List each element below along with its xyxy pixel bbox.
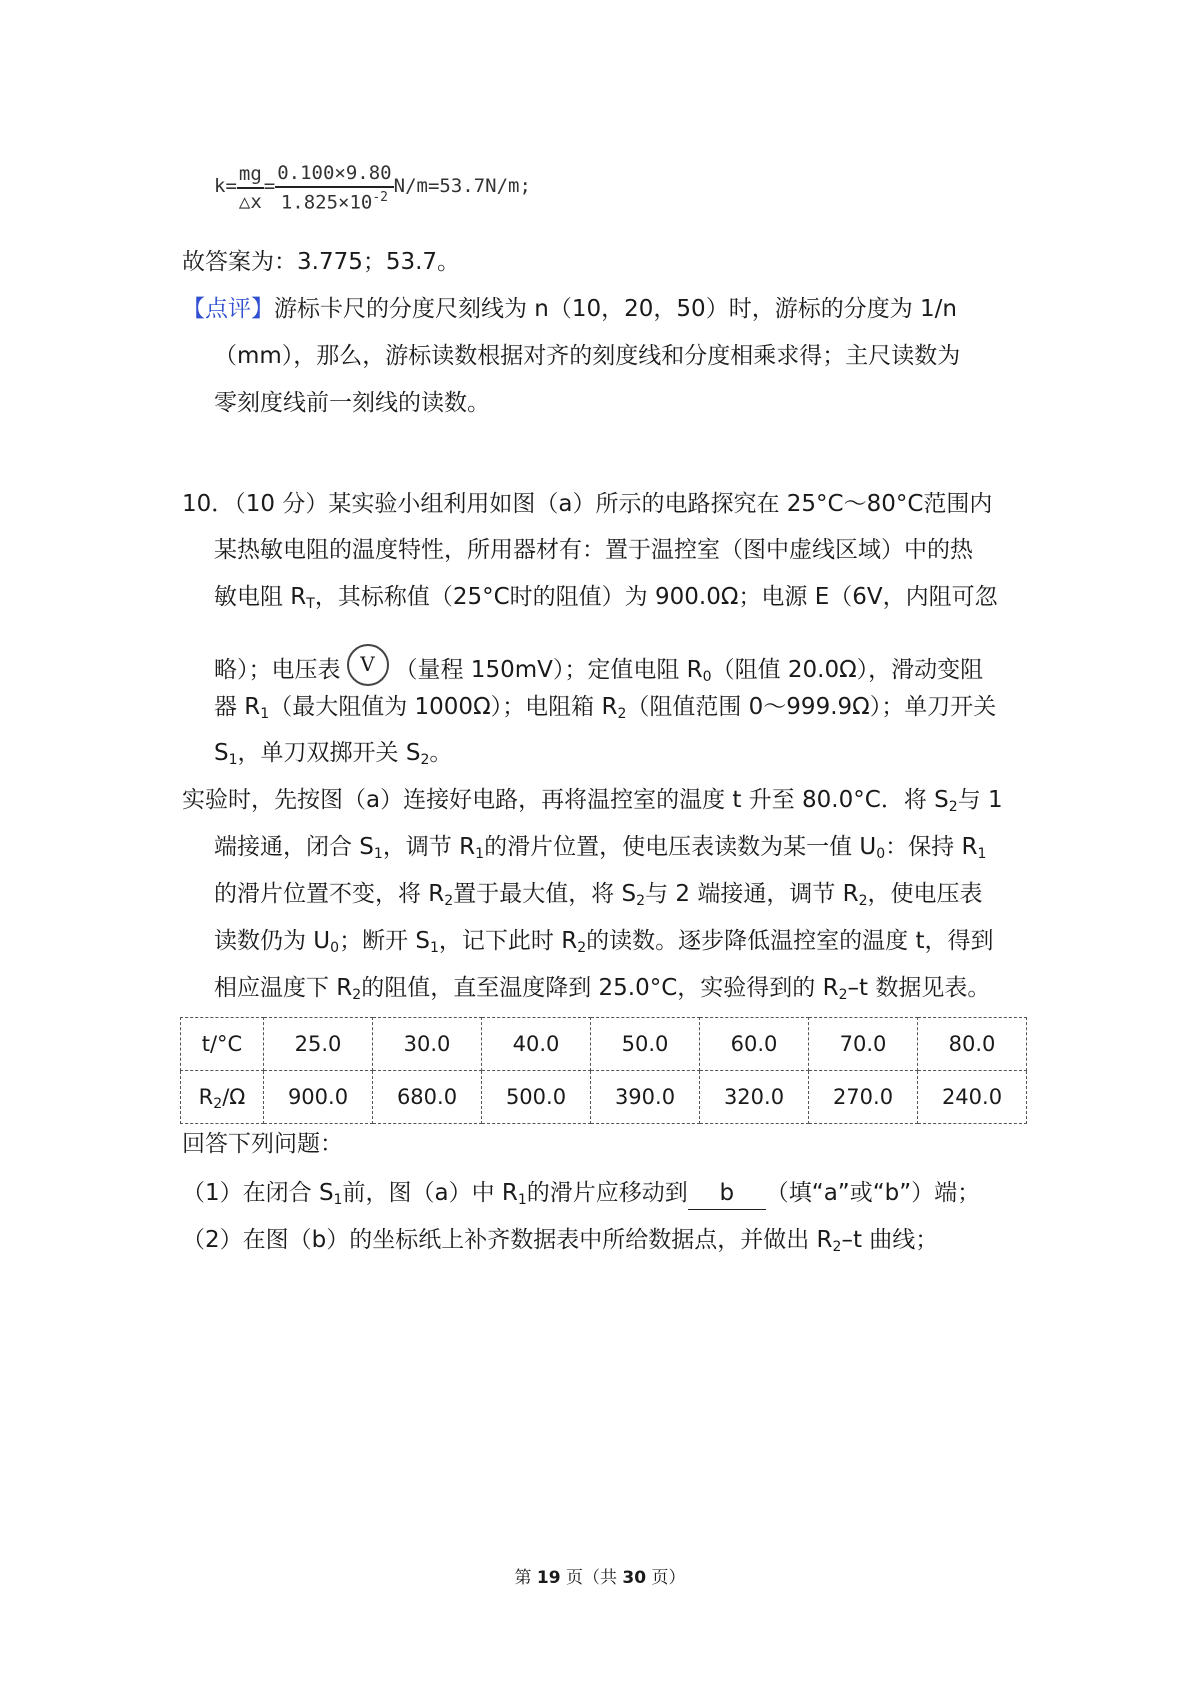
table-row [181,1071,1027,1124]
answer-blank: b [688,1177,766,1210]
page-footer: 第 19 页（共 30 页） [514,1568,686,1588]
comment-line-2: （mm），那么，游标读数根据对齐的刻度线和分度相乘求得；主尺读数为 [214,343,961,369]
answer-q2: （2）在图（b）的坐标纸上补齐数据表中所给数据点，并做出 $R_2-t$ 曲线； [182,1227,939,1255]
answer-q1: （1）在闭合 $S_1$前，图（a）中 $R_1$的滑片应移动到 b （填“a”或“b”）端； [182,1177,980,1210]
table-cell: 270.0 [809,1071,918,1124]
question-line-1: 10．（10 分）某实验小组利用如图（a）所示的电路探究在 25°C～80°C范围内 [182,491,993,517]
table-header-cell: $R_2/\Omega$ [181,1071,264,1124]
question-line-3: 敏电阻 $R_T$，其标称值（25°C时的阻值）为 900.0Ω；电源 E（6V，内阻可忽 [214,584,998,612]
procedure-line-3: 的滑片位置不变，将 $R_2$置于最大值，将 $S_2$与 2 端接通，调节 $R_2$，使电压表 [214,881,983,909]
answer-line: 故答案为：3.775；53.7。 [182,249,461,275]
fraction-values: $\frac{0.100\times 9.80}{1.825\times 10^{-2}}$ [277,162,392,214]
answers-intro: 回答下列问题： [182,1131,343,1157]
table-cell: 390.0 [591,1071,700,1124]
question-line-6: $S_1$，单刀双掷开关 $S_2$。 [214,740,453,768]
comment-line-3: 零刻度线前一刻线的读数。 [214,390,490,416]
table-cell: 240.0 [918,1071,1027,1124]
fraction-mg-dx: $\frac{mg}{\triangle x}$ [238,162,262,213]
question-line-5: 器 $R_1$（最大阻值为 1000Ω）；电阻箱 $R_2$（阻值范围 0～999.9Ω）；单刀开关 [214,694,997,722]
procedure-line-2: 端接通，闭合 $S_1$，调节 $R_1$的滑片位置，使电压表读数为某一值 $U_0$：保持 $R_1$ [214,834,987,862]
question-line-4: 略）；电压表 V （量程 150mV）；定值电阻 $R_0$（阻值 20.0Ω），滑动变阻 [214,644,983,686]
table-cell: 70.0 [809,1018,918,1071]
table-cell: 40.0 [482,1018,591,1071]
voltmeter-icon: V [347,644,389,686]
question-line-2: 某热敏电阻的温度特性，所用器材有：置于温控室（图中虚线区域）中的热 [214,537,973,563]
table-cell: 900.0 [264,1071,373,1124]
table-cell: 680.0 [373,1071,482,1124]
table-cell: 320.0 [700,1071,809,1124]
r2-t-data-table [180,1017,1027,1124]
procedure-line-1: 实验时，先按图（a）连接好电路，再将温控室的温度 t 升至 80.0°C．将 $S_2$与 1 [182,787,1003,815]
table-cell: 80.0 [918,1018,1027,1071]
table-cell: 60.0 [700,1018,809,1071]
table-row [181,1018,1027,1071]
spring-constant-formula: k= $\frac{mg}{\triangle x}$ = $\frac{0.100\times 9.80}{1.825\times 10^{-2}}$ N/m=53.7N/m; [214,162,531,214]
procedure-line-5: 相应温度下 $R_2$的阻值，直至温度降到 25.0°C，实验得到的 $R_2-t$ 数据见表。 [214,975,991,1003]
procedure-line-4: 读数仍为 $U_0$；断开 $S_1$，记下此时 $R_2$的读数。逐步降低温控室的温度 t，得到 [214,928,994,956]
table-cell: 500.0 [482,1071,591,1124]
table-cell: 50.0 [591,1018,700,1071]
table-cell: 25.0 [264,1018,373,1071]
comment-tag: 【点评】 [182,296,274,322]
table-header-cell: t/°C [181,1018,264,1071]
comment-line-1: 【点评】游标卡尺的分度尺刻线为 n（10，20，50）时，游标的分度为 1/n [182,296,957,322]
table-cell: 30.0 [373,1018,482,1071]
